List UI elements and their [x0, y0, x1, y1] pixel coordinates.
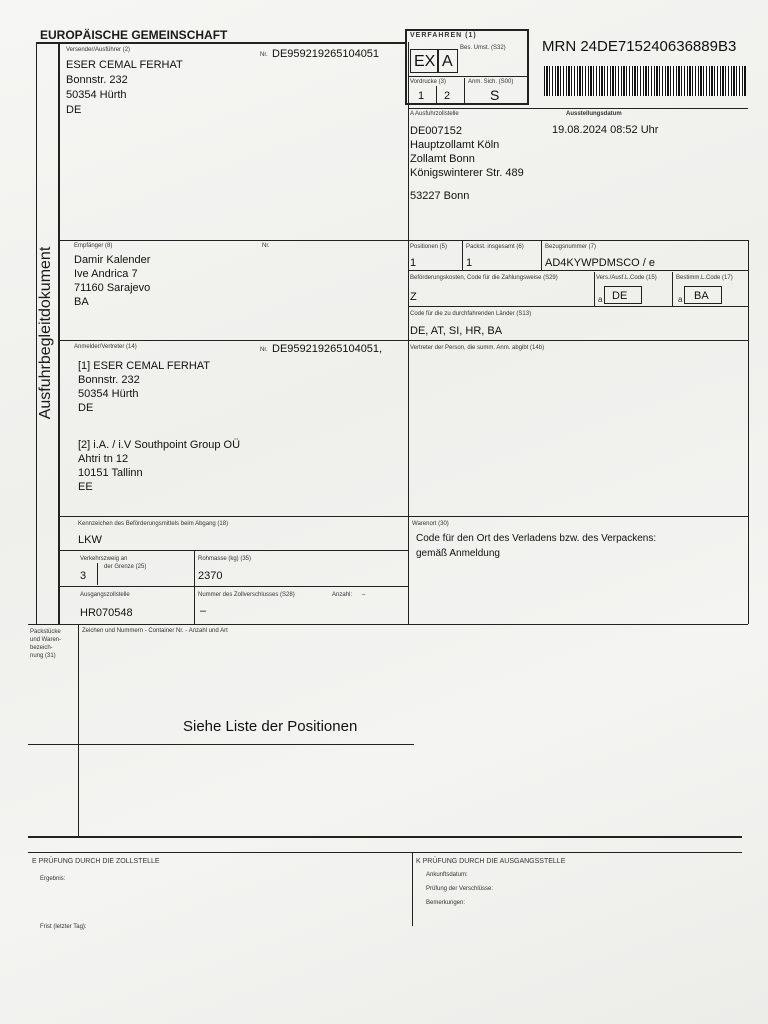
ausfuhrzollstelle-top-line — [408, 108, 748, 109]
bezugsnummer-label: Bezugsnummer (7) — [545, 244, 597, 250]
packst-label: Packst. insgesamt (6) — [466, 244, 524, 250]
frame-left — [58, 42, 60, 624]
verkehr-value: 3 — [80, 570, 87, 582]
best-sep — [672, 272, 673, 306]
versender-name: ESER CEMAL FERHAT — [66, 59, 183, 71]
packstuecke-label — [30, 628, 61, 660]
frame-right-upper — [748, 240, 749, 624]
empfaenger-nr-label: Nr. — [262, 243, 270, 249]
verschluss-value: – — [200, 605, 207, 617]
empfaenger-country: BA — [74, 296, 89, 308]
side-title-text: Ausfuhrbegleitdokument — [37, 246, 54, 420]
anmelder-p2-street: Ahtri tn 12 — [78, 453, 129, 465]
verschluesse-label: Prüfung der Verschlüsse: — [426, 886, 494, 892]
vers-code-label: Vers./Ausf.L.Code (15) — [596, 275, 657, 281]
anmelder-p2-name: [2] i.A. / i.V Southpoint Group OÜ — [78, 439, 241, 451]
packstuecke-label-4: nung (31) — [30, 653, 56, 659]
title-underline — [36, 42, 406, 44]
side-title — [36, 238, 56, 428]
warenort-label: Warenort (30) — [412, 521, 449, 527]
vers-code-value: DE — [612, 290, 628, 302]
positionen-value: 1 — [410, 257, 417, 269]
ausfuhrzollstelle-line3: Königswinterer Str. 489 — [410, 167, 524, 179]
versender-nr: DE959219265104051 — [272, 48, 380, 60]
best-a: a — [678, 295, 683, 304]
verkehr-sep-small — [97, 563, 98, 585]
ausfuhrzollstelle-address — [410, 124, 524, 180]
positionen-sep2 — [541, 240, 542, 270]
ausgang-value: HR070548 — [80, 607, 133, 619]
befoerderung-value: Z — [410, 291, 417, 303]
versender-city: 50354 Hürth — [66, 89, 127, 101]
anmelder-p1-name: [1] ESER CEMAL FERHAT — [78, 360, 211, 372]
positionen-bottom-line — [408, 270, 748, 271]
warenort-text — [416, 531, 656, 561]
frame-mid — [408, 42, 409, 624]
verfahren-divider — [408, 76, 528, 77]
packstuecke-bottom-line — [28, 836, 742, 838]
verkehr-top-line — [58, 550, 408, 551]
verfahren-label: VERFAHREN (1) — [410, 32, 477, 39]
ausfuhrzollstelle-code: DE007152 — [410, 125, 462, 137]
warenort-line2: gemäß Anmeldung — [416, 548, 500, 559]
vordrucke-sep — [436, 86, 437, 104]
anm-sich-value: S — [490, 87, 500, 103]
packstuecke-top-line — [28, 624, 748, 625]
verfahren-code2: A — [442, 53, 453, 70]
vordrucke-value-2: 2 — [444, 90, 451, 102]
anm-sich-label: Anm. Sich. (S00) — [468, 79, 514, 85]
ausgang-label: Ausgangszollstelle — [80, 592, 130, 598]
kennzeichen-label: Kennzeichen des Beförderungsmittels beim Abgang (18) — [78, 521, 229, 527]
anmelder-label: Anmelder/Vertreter (14) — [74, 344, 137, 350]
positionen-label: Positionen (5) — [410, 244, 448, 250]
anmelder-p1-country: DE — [78, 402, 94, 414]
empfaenger-street: Ive Andrica 7 — [74, 268, 138, 280]
pruefung-sep — [412, 852, 413, 926]
warenort-line1: Code für den Ort des Verladens bzw. des Verpackens: — [416, 533, 657, 544]
pruefung-k-label: K PRÜFUNG DURCH DIE AUSGANGSSTELLE — [416, 858, 566, 865]
vordrucke-label: Vordrucke (3) — [410, 79, 447, 85]
durchfahrt-value: DE, AT, SI, HR, BA — [410, 325, 503, 337]
frist-label: Frist (letzter Tag): — [40, 924, 87, 930]
ausfuhrzollstelle-line1: Hauptzollamt Köln — [410, 139, 500, 151]
packstuecke-header: Zeichen und Nummern - Container Nr. - Anzahl und Art — [82, 628, 228, 634]
anzahl-value: – — [362, 592, 366, 598]
rohmasse-value: 2370 — [198, 570, 223, 582]
anmelder-top-line — [58, 340, 748, 341]
ausstellungsdatum-label: Ausstellungsdatum — [566, 111, 622, 117]
empfaenger-city: 71160 Sarajevo — [74, 282, 151, 294]
befoerderung-label: Beförderungskosten, Code für die Zahlungsweise (S29) — [410, 275, 558, 281]
empfaenger-name: Damir Kalender — [74, 254, 151, 266]
positionen-sep1 — [462, 240, 463, 270]
barcode-image — [544, 66, 746, 96]
packstuecke-label-2: und Waren- — [30, 637, 62, 643]
empfaenger-address — [74, 253, 150, 309]
anmelder-p1-city: 50354 Hürth — [78, 388, 139, 400]
rohmasse-label: Rohmasse (kg) (35) — [198, 556, 252, 562]
ankunft-label: Ankunftsdatum: — [426, 872, 468, 878]
pruefung-e-label: E PRÜFUNG DURCH DIE ZOLLSTELLE — [32, 858, 160, 865]
best-code-value: BA — [694, 290, 709, 302]
anmelder-party1 — [78, 359, 210, 415]
rohmasse-sep — [194, 550, 195, 624]
verkehr-label-2: der Grenze (25) — [104, 564, 147, 570]
vers-sep — [594, 272, 595, 306]
empfaenger-top-line — [58, 240, 748, 241]
ausfuhrzollstelle-label: A Ausfuhrzollstelle — [410, 111, 459, 117]
anmelder-nr-label: Nr. — [260, 347, 268, 353]
versender-country: DE — [66, 104, 82, 116]
ausstellungsdatum-value: 19.08.2024 08:52 Uhr — [552, 124, 659, 136]
vers-a: a — [598, 295, 603, 304]
anmelder-p2-city: 10151 Tallinn — [78, 467, 143, 479]
empfaenger-label: Empfänger (8) — [74, 243, 113, 249]
bemerkungen-label: Bemerkungen: — [426, 900, 466, 906]
verschluss-label: Nummer des Zollverschlusses (S28) — [198, 592, 295, 598]
packstuecke-label-1: Packstücke — [30, 629, 61, 635]
vertreter-label: Vertreter der Person, die summ. Anm. abgibt (14b) — [410, 345, 545, 351]
anm-sich-sep — [464, 78, 465, 104]
mrn-number: MRN 24DE715240636889B3 — [542, 38, 737, 55]
verkehr-label-1: Verkehrszweig an — [80, 556, 128, 562]
kennzeichen-value: LKW — [78, 534, 102, 546]
versender-label: Versender/Ausführer (2) — [66, 47, 131, 53]
bezugsnummer-value: AD4KYWPDMSCO / e — [545, 257, 656, 269]
ausgang-top-line — [58, 586, 408, 587]
anmelder-nr: DE959219265104051, — [272, 343, 383, 355]
packstuecke-sep — [78, 624, 79, 838]
best-code-label: Bestimm.L.Code (17) — [676, 275, 733, 281]
anmelder-p1-street: Bonnstr. 232 — [78, 374, 140, 386]
versender-street: Bonnstr. 232 — [66, 74, 128, 86]
befoerderung-bottom-line — [408, 306, 748, 307]
anmelder-party2 — [78, 438, 240, 494]
durchfahrt-label: Code für die zu durchfahrenden Länder (S13) — [410, 311, 532, 317]
ausfuhrzollstelle-zip-city: 53227 Bonn — [410, 190, 470, 202]
anzahl-label: Anzahl: — [332, 592, 353, 598]
bes-umst-label: Bes. Umst. (S32) — [460, 45, 506, 51]
document-title: EUROPÄISCHE GEMEINSCHAFT — [40, 28, 228, 42]
ausfuhrzollstelle-line2: Zollamt Bonn — [410, 153, 475, 165]
anmelder-p2-country: EE — [78, 481, 93, 493]
packstuecke-text: Siehe Liste der Positionen — [183, 718, 358, 735]
verfahren-code1: EX — [414, 53, 436, 70]
packst-value: 1 — [466, 257, 473, 269]
versender-nr-label: Nr. — [260, 52, 268, 58]
packstuecke-label-3: bezeich- — [30, 645, 53, 651]
pruefung-top-line — [28, 852, 742, 853]
ergebnis-label: Ergebnis: — [40, 876, 66, 882]
kennzeichen-top-line — [58, 516, 748, 517]
versender-address — [66, 58, 183, 118]
packstuecke-mid-line — [28, 744, 414, 745]
vordrucke-value-1: 1 — [418, 90, 425, 102]
